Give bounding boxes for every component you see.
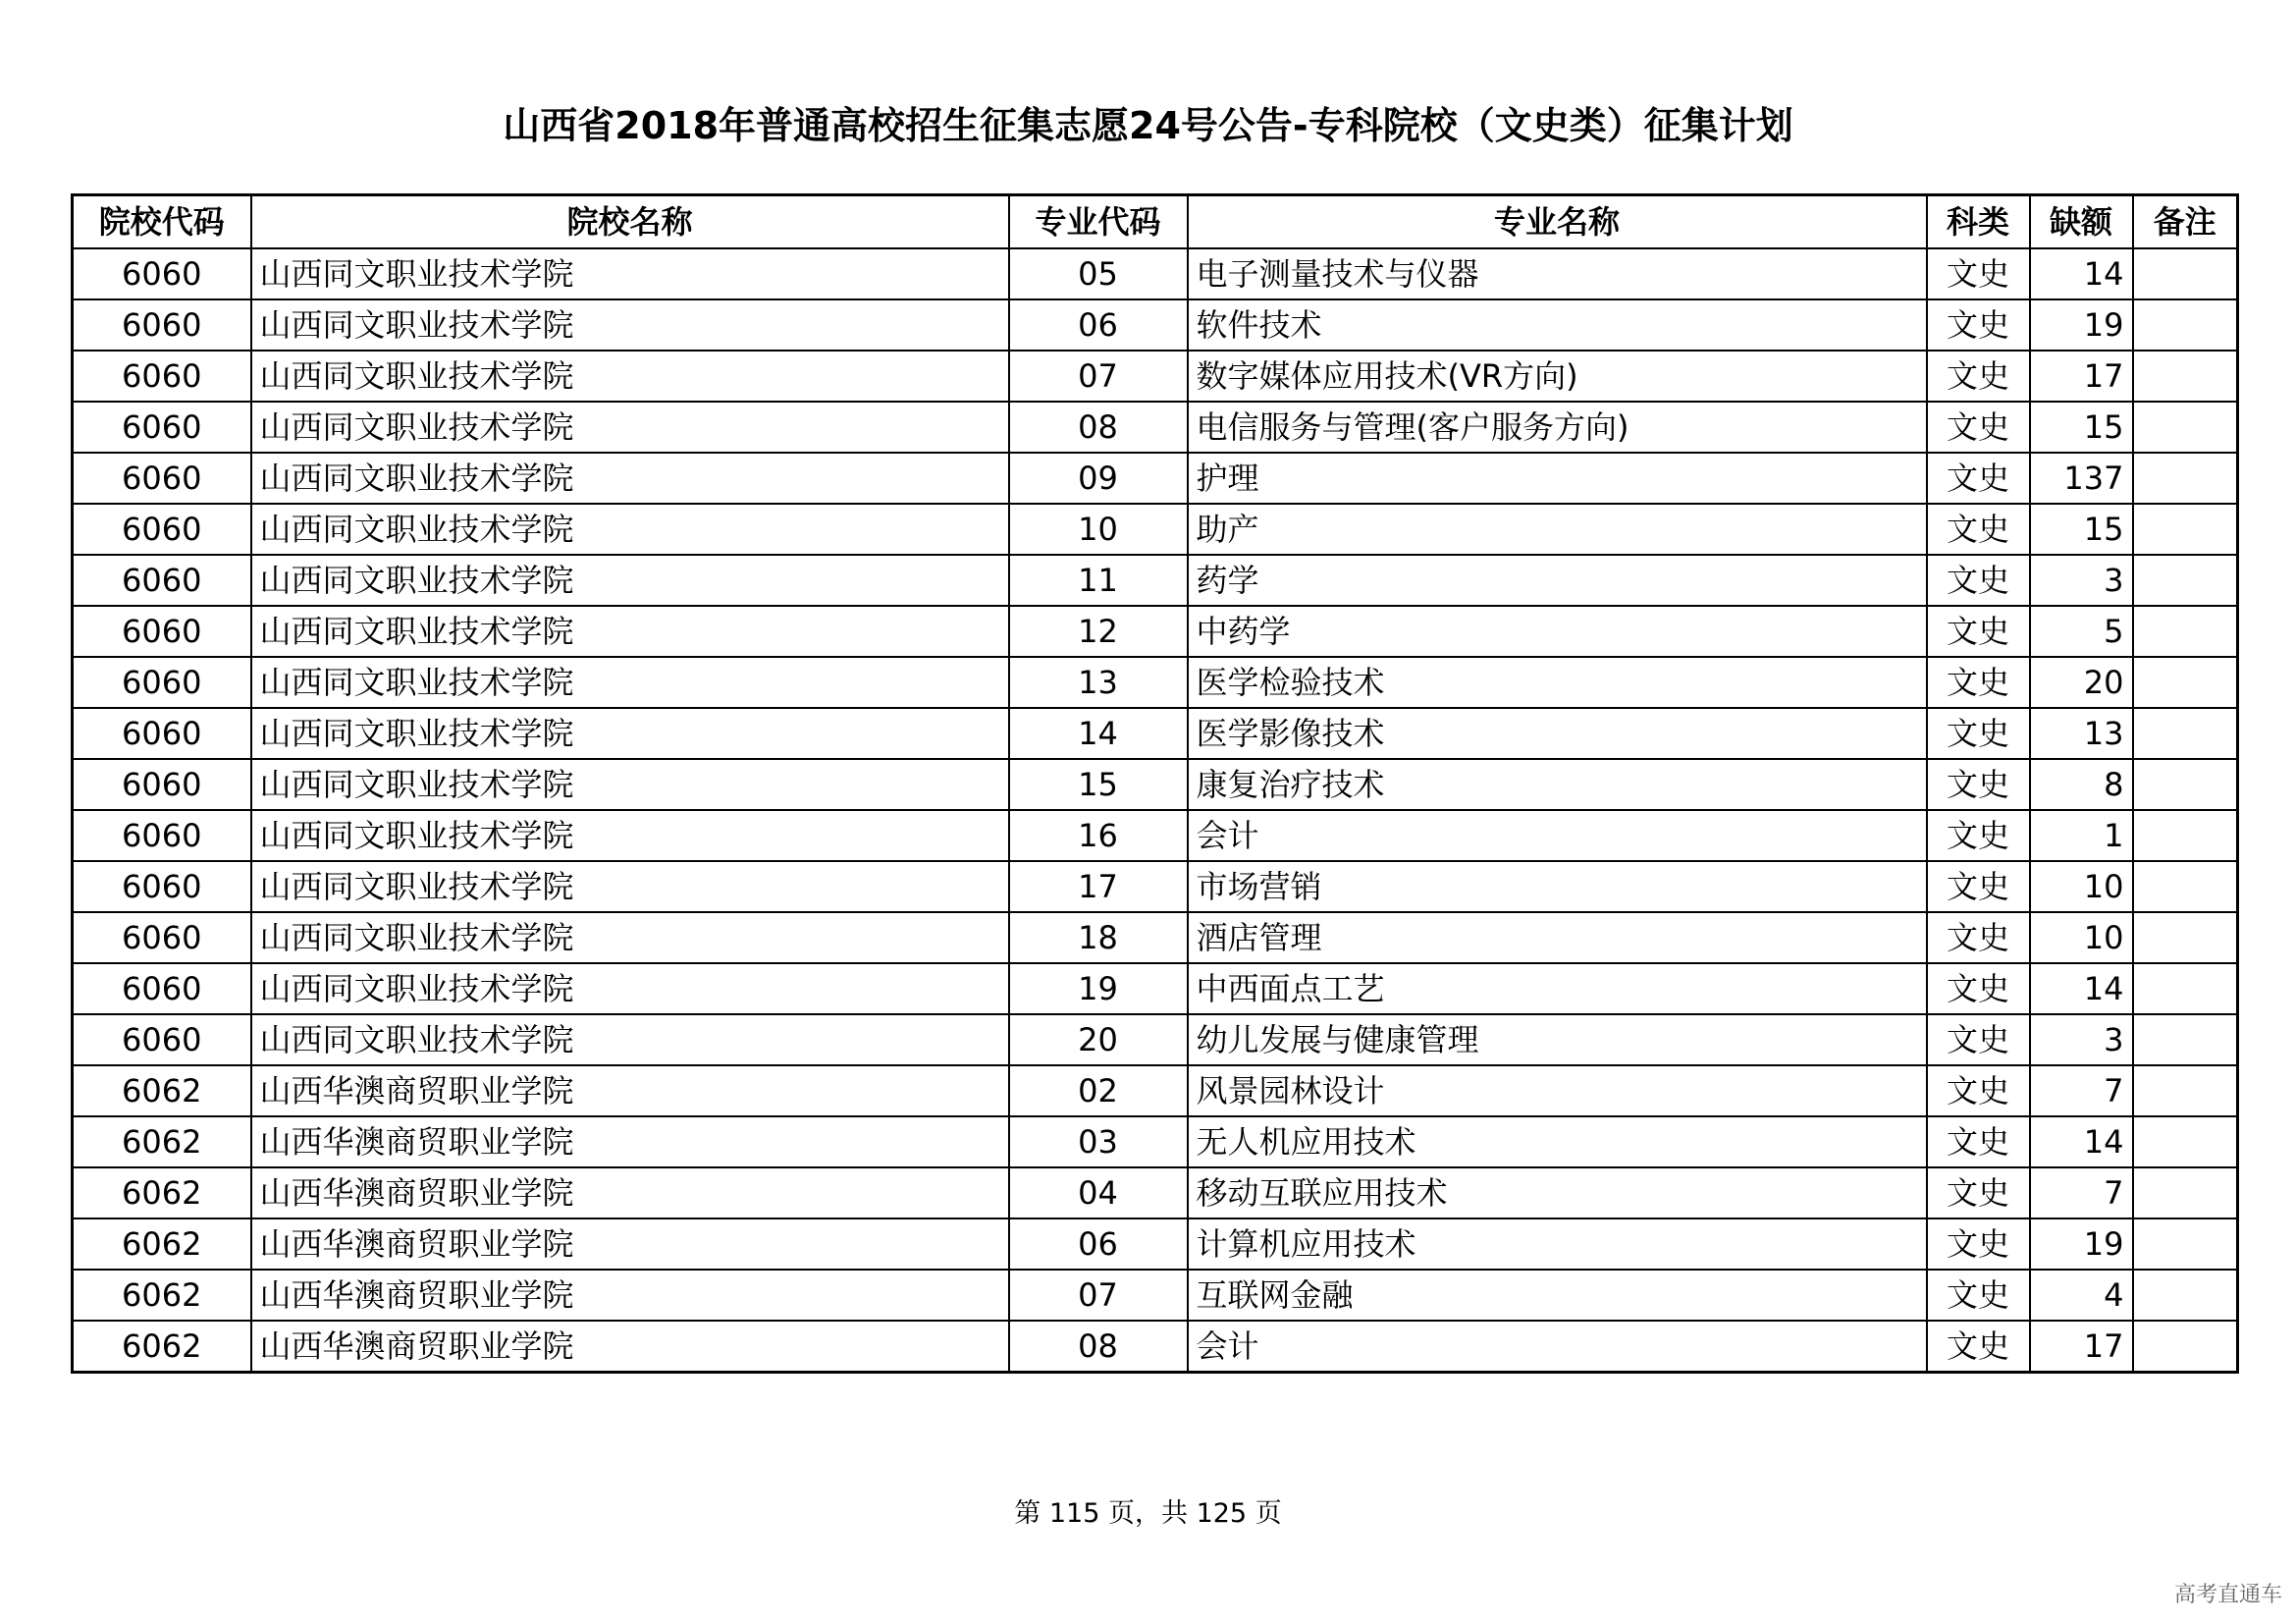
cell-major-name: 数字媒体应用技术(VR方向) (1188, 351, 1927, 402)
cell-school-code: 6060 (73, 402, 251, 453)
cell-vacancies: 1 (2030, 810, 2133, 861)
table-body (73, 248, 2238, 1373)
cell-major-code: 03 (1009, 1116, 1188, 1167)
cell-note (2133, 810, 2238, 861)
cell-note (2133, 1321, 2238, 1373)
cell-major-name: 风景园林设计 (1188, 1065, 1927, 1116)
cell-note (2133, 606, 2238, 657)
cell-category: 文史 (1927, 1270, 2030, 1321)
cell-school-code: 6060 (73, 555, 251, 606)
table-row (73, 1116, 2238, 1167)
cell-note (2133, 248, 2238, 299)
cell-major-name: 市场营销 (1188, 861, 1927, 912)
cell-school-name: 山西同文职业技术学院 (251, 299, 1009, 351)
cell-note (2133, 912, 2238, 963)
table-row (73, 402, 2238, 453)
cell-major-name: 医学检验技术 (1188, 657, 1927, 708)
cell-major-code: 06 (1009, 1218, 1188, 1270)
cell-note (2133, 504, 2238, 555)
cell-major-code: 12 (1009, 606, 1188, 657)
cell-vacancies: 19 (2030, 1218, 2133, 1270)
cell-note (2133, 351, 2238, 402)
table-row (73, 606, 2238, 657)
cell-category: 文史 (1927, 504, 2030, 555)
table-row (73, 657, 2238, 708)
table-row (73, 351, 2238, 402)
cell-category: 文史 (1927, 555, 2030, 606)
cell-vacancies: 10 (2030, 912, 2133, 963)
table-row (73, 299, 2238, 351)
cell-school-name: 山西同文职业技术学院 (251, 912, 1009, 963)
cell-note (2133, 708, 2238, 759)
header-category: 科类 (1927, 195, 2030, 249)
cell-category: 文史 (1927, 759, 2030, 810)
cell-vacancies: 5 (2030, 606, 2133, 657)
header-major-code: 专业代码 (1009, 195, 1188, 249)
cell-major-name: 无人机应用技术 (1188, 1116, 1927, 1167)
cell-major-name: 会计 (1188, 810, 1927, 861)
cell-category: 文史 (1927, 1065, 2030, 1116)
watermark-text: 高考直通车 (2173, 1583, 2282, 1607)
cell-vacancies: 3 (2030, 555, 2133, 606)
cell-school-name: 山西华澳商贸职业学院 (251, 1270, 1009, 1321)
cell-vacancies: 15 (2030, 402, 2133, 453)
cell-vacancies: 14 (2030, 1116, 2133, 1167)
cell-school-name: 山西同文职业技术学院 (251, 1014, 1009, 1065)
cell-school-name: 山西同文职业技术学院 (251, 606, 1009, 657)
cell-note (2133, 963, 2238, 1014)
cell-school-code: 6060 (73, 248, 251, 299)
cell-major-name: 医学影像技术 (1188, 708, 1927, 759)
cell-vacancies: 10 (2030, 861, 2133, 912)
cell-school-name: 山西华澳商贸职业学院 (251, 1116, 1009, 1167)
cell-school-code: 6060 (73, 453, 251, 504)
cell-major-code: 20 (1009, 1014, 1188, 1065)
cell-vacancies: 7 (2030, 1167, 2133, 1218)
cell-school-name: 山西同文职业技术学院 (251, 759, 1009, 810)
cell-school-name: 山西同文职业技术学院 (251, 657, 1009, 708)
header-school-name: 院校名称 (251, 195, 1009, 249)
cell-major-name: 中西面点工艺 (1188, 963, 1927, 1014)
cell-major-code: 14 (1009, 708, 1188, 759)
cell-major-code: 17 (1009, 861, 1188, 912)
cell-category: 文史 (1927, 708, 2030, 759)
cell-school-code: 6062 (73, 1321, 251, 1373)
cell-category: 文史 (1927, 1116, 2030, 1167)
cell-school-code: 6062 (73, 1065, 251, 1116)
cell-category: 文史 (1927, 299, 2030, 351)
table-row (73, 248, 2238, 299)
cell-category: 文史 (1927, 351, 2030, 402)
cell-major-code: 04 (1009, 1167, 1188, 1218)
cell-note (2133, 759, 2238, 810)
cell-vacancies: 19 (2030, 299, 2133, 351)
cell-vacancies: 14 (2030, 248, 2133, 299)
cell-vacancies: 7 (2030, 1065, 2133, 1116)
header-school-code: 院校代码 (73, 195, 251, 249)
table-row (73, 1167, 2238, 1218)
cell-note (2133, 402, 2238, 453)
cell-school-code: 6060 (73, 810, 251, 861)
cell-school-code: 6062 (73, 1167, 251, 1218)
cell-school-name: 山西同文职业技术学院 (251, 963, 1009, 1014)
cell-school-name: 山西同文职业技术学院 (251, 248, 1009, 299)
cell-major-name: 软件技术 (1188, 299, 1927, 351)
cell-category: 文史 (1927, 861, 2030, 912)
cell-note (2133, 657, 2238, 708)
cell-school-name: 山西华澳商贸职业学院 (251, 1218, 1009, 1270)
cell-major-code: 02 (1009, 1065, 1188, 1116)
cell-major-code: 11 (1009, 555, 1188, 606)
cell-school-code: 6060 (73, 708, 251, 759)
cell-school-name: 山西同文职业技术学院 (251, 402, 1009, 453)
cell-school-name: 山西华澳商贸职业学院 (251, 1065, 1009, 1116)
table-row (73, 1321, 2238, 1373)
cell-school-code: 6060 (73, 912, 251, 963)
cell-category: 文史 (1927, 1014, 2030, 1065)
cell-major-code: 07 (1009, 351, 1188, 402)
cell-category: 文史 (1927, 402, 2030, 453)
cell-major-name: 电子测量技术与仪器 (1188, 248, 1927, 299)
cell-major-code: 08 (1009, 1321, 1188, 1373)
cell-major-code: 09 (1009, 453, 1188, 504)
cell-major-code: 06 (1009, 299, 1188, 351)
header-vacancies: 缺额 (2030, 195, 2133, 249)
table-row (73, 504, 2238, 555)
cell-category: 文史 (1927, 1321, 2030, 1373)
cell-category: 文史 (1927, 606, 2030, 657)
table-row (73, 1270, 2238, 1321)
cell-major-name: 移动互联应用技术 (1188, 1167, 1927, 1218)
cell-major-code: 18 (1009, 912, 1188, 963)
cell-category: 文史 (1927, 657, 2030, 708)
cell-note (2133, 861, 2238, 912)
cell-school-code: 6060 (73, 504, 251, 555)
cell-note (2133, 1014, 2238, 1065)
cell-category: 文史 (1927, 1218, 2030, 1270)
cell-school-name: 山西同文职业技术学院 (251, 708, 1009, 759)
cell-category: 文史 (1927, 1167, 2030, 1218)
cell-major-name: 互联网金融 (1188, 1270, 1927, 1321)
cell-note (2133, 299, 2238, 351)
cell-major-code: 05 (1009, 248, 1188, 299)
cell-category: 文史 (1927, 248, 2030, 299)
cell-major-name: 电信服务与管理(客户服务方向) (1188, 402, 1927, 453)
cell-note (2133, 1065, 2238, 1116)
table-row (73, 1065, 2238, 1116)
table-row (73, 912, 2238, 963)
cell-major-code: 16 (1009, 810, 1188, 861)
cell-major-code: 15 (1009, 759, 1188, 810)
cell-school-code: 6062 (73, 1218, 251, 1270)
cell-vacancies: 20 (2030, 657, 2133, 708)
enrollment-plan-table (71, 193, 2239, 1374)
cell-school-code: 6060 (73, 1014, 251, 1065)
cell-school-code: 6060 (73, 606, 251, 657)
cell-school-code: 6060 (73, 759, 251, 810)
cell-vacancies: 14 (2030, 963, 2133, 1014)
cell-note (2133, 1218, 2238, 1270)
cell-school-name: 山西同文职业技术学院 (251, 453, 1009, 504)
cell-vacancies: 17 (2030, 1321, 2133, 1373)
cell-major-name: 助产 (1188, 504, 1927, 555)
cell-note (2133, 1167, 2238, 1218)
cell-major-name: 护理 (1188, 453, 1927, 504)
cell-school-name: 山西同文职业技术学院 (251, 861, 1009, 912)
cell-school-name: 山西华澳商贸职业学院 (251, 1167, 1009, 1218)
cell-major-name: 计算机应用技术 (1188, 1218, 1927, 1270)
cell-major-name: 会计 (1188, 1321, 1927, 1373)
cell-category: 文史 (1927, 912, 2030, 963)
cell-school-name: 山西同文职业技术学院 (251, 504, 1009, 555)
cell-school-code: 6062 (73, 1116, 251, 1167)
cell-major-name: 康复治疗技术 (1188, 759, 1927, 810)
cell-major-name: 药学 (1188, 555, 1927, 606)
page-number: 第 115 页，共 125 页 (1014, 1498, 1282, 1529)
cell-note (2133, 453, 2238, 504)
cell-vacancies: 8 (2030, 759, 2133, 810)
cell-major-code: 07 (1009, 1270, 1188, 1321)
cell-major-name: 幼儿发展与健康管理 (1188, 1014, 1927, 1065)
cell-vacancies: 17 (2030, 351, 2133, 402)
cell-major-name: 中药学 (1188, 606, 1927, 657)
cell-category: 文史 (1927, 810, 2030, 861)
cell-vacancies: 3 (2030, 1014, 2133, 1065)
cell-major-code: 08 (1009, 402, 1188, 453)
cell-major-code: 19 (1009, 963, 1188, 1014)
cell-vacancies: 137 (2030, 453, 2133, 504)
cell-school-code: 6060 (73, 963, 251, 1014)
cell-school-code: 6062 (73, 1270, 251, 1321)
cell-note (2133, 555, 2238, 606)
header-major-name: 专业名称 (1188, 195, 1927, 249)
table-row (73, 810, 2238, 861)
page-title: 山西省2018年普通高校招生征集志愿24号公告-专科院校（文史类）征集计划 (503, 104, 1793, 147)
cell-category: 文史 (1927, 453, 2030, 504)
table-row (73, 1218, 2238, 1270)
cell-school-code: 6060 (73, 351, 251, 402)
cell-school-name: 山西同文职业技术学院 (251, 810, 1009, 861)
cell-vacancies: 4 (2030, 1270, 2133, 1321)
table-row (73, 453, 2238, 504)
cell-note (2133, 1270, 2238, 1321)
cell-major-code: 10 (1009, 504, 1188, 555)
cell-major-code: 13 (1009, 657, 1188, 708)
cell-school-name: 山西同文职业技术学院 (251, 351, 1009, 402)
cell-school-code: 6060 (73, 299, 251, 351)
cell-vacancies: 13 (2030, 708, 2133, 759)
cell-major-name: 酒店管理 (1188, 912, 1927, 963)
cell-school-name: 山西华澳商贸职业学院 (251, 1321, 1009, 1373)
table-row (73, 861, 2238, 912)
cell-category: 文史 (1927, 963, 2030, 1014)
table-row (73, 708, 2238, 759)
table-row (73, 963, 2238, 1014)
table-row (73, 759, 2238, 810)
cell-note (2133, 1116, 2238, 1167)
cell-vacancies: 15 (2030, 504, 2133, 555)
table-row (73, 555, 2238, 606)
cell-school-code: 6060 (73, 861, 251, 912)
cell-school-name: 山西同文职业技术学院 (251, 555, 1009, 606)
header-note: 备注 (2133, 195, 2238, 249)
cell-school-code: 6060 (73, 657, 251, 708)
table-row (73, 1014, 2238, 1065)
table-header-row (73, 195, 2238, 249)
